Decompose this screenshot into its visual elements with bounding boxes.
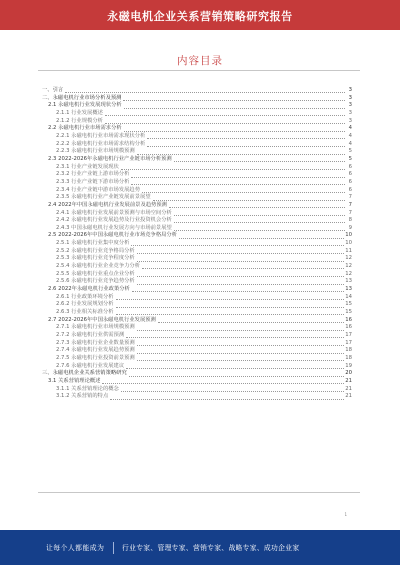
toc-entry-label: 2.3.5 永磁电机行业产业链发展前景展望	[56, 194, 151, 201]
toc-entry-page: 6	[348, 186, 352, 193]
toc-dot-leader	[142, 192, 345, 193]
toc-entry-label: 2.6.2 行业发展规划分析	[56, 301, 114, 308]
toc-dot-leader	[126, 368, 344, 369]
toc-entry-label: 2.2.3 永磁电机行业市场规模预测	[56, 148, 135, 155]
toc-entry[interactable]	[42, 347, 352, 355]
toc-entry[interactable]	[42, 87, 352, 95]
toc-dot-leader	[137, 261, 345, 262]
toc-dot-leader	[121, 391, 344, 392]
toc-entry[interactable]	[42, 210, 352, 218]
toc-entry-page: 7	[348, 209, 352, 216]
toc-entry-label: 3.1 关系营销理论概述	[48, 377, 101, 384]
toc-entry-page: 13	[345, 286, 352, 293]
toc-dot-leader	[116, 307, 345, 308]
toc-entry-label: 2.1 永磁电机行业发展现状分析	[48, 102, 122, 109]
toc-entry[interactable]	[42, 355, 352, 363]
toc-dot-leader	[121, 169, 345, 170]
toc-entry-page: 15	[345, 309, 352, 316]
toc-dot-leader	[105, 123, 345, 124]
toc-entry-label: 二、永磁电机行业市场分析及预测	[42, 94, 122, 101]
toc-entry-label: 2.3.3 行业产业链下游市场分析	[56, 178, 130, 185]
divider-bottom	[38, 492, 360, 493]
toc-entry[interactable]	[42, 278, 352, 286]
toc-entry-page: 3	[348, 117, 352, 124]
toc-entry-page: 14	[345, 293, 352, 300]
toc-entry-page: 21	[345, 393, 352, 400]
toc-entry-label: 2.5 2022-2026年中国永磁电机行业市场竞争格局分析	[48, 232, 178, 239]
toc-list	[42, 87, 352, 401]
toc-entry-label: 2.5.5 永磁电机行业重点企业分析	[56, 270, 135, 277]
toc-entry-page: 18	[345, 354, 352, 361]
toc-entry-page: 7	[348, 201, 352, 208]
footer-banner	[0, 530, 400, 565]
toc-entry-page: 6	[348, 178, 352, 185]
toc-entry-label: 2.4.1 永磁电机行业发展前景预测与市场空间分析	[56, 209, 172, 216]
toc-entry[interactable]	[42, 301, 352, 309]
toc-entry[interactable]	[42, 393, 352, 401]
toc-entry-page: 8	[348, 217, 352, 224]
toc-entry-label: 2.5.6 永磁电机行业竞争趋势分析	[56, 278, 135, 285]
toc-entry-label: 2.7.4 永磁电机行业发展趋势预测	[56, 347, 135, 354]
toc-entry-page: 12	[345, 255, 352, 262]
toc-entry-label: 2.7.5 永磁电机行业投资前景预测	[56, 354, 135, 361]
toc-entry-label: 2.5.2 永磁电机行业竞争格局分析	[56, 247, 135, 254]
toc-entry-label: 2.4.2 永磁电机行业发展趋势及行业投资机会分析	[56, 217, 172, 224]
toc-entry-page: 3	[348, 94, 352, 101]
toc-entry-label: 三、永磁电机企业关系营销策略研究	[42, 370, 127, 377]
toc-entry[interactable]	[42, 263, 352, 271]
toc-entry-page: 17	[345, 339, 352, 346]
toc-dot-leader	[137, 330, 345, 331]
toc-dot-leader	[174, 222, 345, 223]
toc-dot-leader	[102, 383, 344, 384]
toc-entry-label: 2.3.4 行业产业链中游市场发展趋势	[56, 186, 141, 193]
toc-dot-leader	[137, 276, 345, 277]
toc-entry[interactable]	[42, 232, 352, 240]
toc-entry-label: 2.2.1 永磁电机行业市场需求现状分析	[56, 132, 146, 139]
toc-dot-leader	[110, 399, 344, 400]
toc-entry-page: 12	[345, 270, 352, 277]
footer-slogan-left: 让每个人都能成为	[46, 544, 105, 552]
toc-entry[interactable]	[42, 110, 352, 118]
toc-entry-page: 17	[345, 332, 352, 338]
toc-entry-label: 3.1.2 关系营销的特点	[56, 393, 109, 400]
toc-entry-page: 3	[348, 102, 352, 109]
toc-entry[interactable]	[42, 255, 352, 263]
toc-entry-label: 2.1.1 行业发展概述	[56, 109, 103, 116]
toc-dot-leader	[131, 184, 345, 185]
toc-entry[interactable]	[42, 217, 352, 225]
toc-entry-page: 21	[345, 377, 352, 384]
toc-entry-label: 2.5.4 永磁电机行业企业竞争力分析	[56, 263, 141, 270]
toc-dot-leader	[131, 245, 344, 246]
toc-dot-leader	[137, 345, 345, 346]
toc-dot-leader	[137, 253, 345, 254]
toc-entry[interactable]	[42, 194, 352, 202]
footer-slogan-right: 行业专家、管理专家、营销专家、战略专家、成功企业家	[122, 544, 300, 552]
toc-dot-leader	[132, 291, 344, 292]
toc-entry-page: 20	[345, 370, 352, 377]
toc-entry-page: 6	[348, 171, 352, 178]
toc-dot-leader	[147, 138, 345, 139]
toc-entry-label: 2.7.2 永磁电机行业供需预测	[56, 332, 125, 338]
toc-entry-page: 7	[348, 194, 352, 201]
toc-entry[interactable]	[42, 332, 352, 340]
toc-dot-leader	[153, 200, 345, 201]
toc-dot-leader	[137, 284, 345, 285]
toc-entry[interactable]	[42, 125, 352, 133]
toc-heading: 内容目录	[177, 55, 223, 67]
toc-entry-label: 2.1.2 行业规模分析	[56, 117, 103, 124]
toc-dot-leader	[169, 207, 345, 208]
toc-entry-page: 13	[345, 278, 352, 285]
toc-entry-page: 10	[345, 240, 352, 247]
toc-dot-leader	[116, 314, 345, 315]
toc-dot-leader	[105, 115, 345, 116]
toc-dot-leader	[124, 131, 345, 132]
toc-entry[interactable]	[42, 179, 352, 187]
toc-entry-page: 5	[348, 155, 352, 162]
toc-entry[interactable]	[42, 286, 352, 294]
toc-entry-label: 2.2.2 永磁电机行业市场需求结构分析	[56, 140, 146, 147]
toc-entry-label: 2.7.1 永磁电机行业市场规模预测	[56, 324, 135, 331]
toc-entry[interactable]	[42, 324, 352, 332]
toc-entry-page: 5	[348, 148, 352, 155]
toc-entry-label: 一、引言	[42, 87, 64, 93]
toc-entry-page: 4	[348, 125, 352, 132]
toc-dot-leader	[147, 146, 345, 147]
toc-dot-leader	[123, 100, 345, 101]
toc-dot-leader	[142, 268, 344, 269]
toc-dot-leader	[65, 92, 345, 93]
toc-entry-page: 15	[345, 301, 352, 308]
toc-dot-leader	[174, 215, 345, 216]
toc-entry-page: 3	[348, 109, 352, 116]
toc-entry[interactable]	[42, 133, 352, 141]
toc-dot-leader	[137, 360, 345, 361]
page-number: 1	[344, 512, 347, 517]
toc-dot-leader	[124, 108, 345, 109]
footer-divider	[113, 542, 114, 554]
toc-dot-leader	[158, 322, 344, 323]
toc-entry-page: 19	[345, 362, 352, 369]
report-title: 永磁电机企业关系营销策略研究报告	[107, 10, 293, 23]
toc-entry-label: 2.3 2022-2026年永磁电机行业产业链市场分析预测	[48, 155, 172, 162]
toc-entry[interactable]	[42, 370, 352, 378]
toc-entry-page: 3	[348, 87, 352, 93]
toc-entry[interactable]	[42, 309, 352, 317]
toc-entry-page: 18	[345, 347, 352, 354]
toc-entry-label: 2.6 2022年永磁电机行业政策分析	[48, 286, 130, 293]
toc-dot-leader	[137, 154, 345, 155]
toc-entry-page: 12	[345, 263, 352, 270]
toc-entry-label: 2.3.2 行业产业链上游市场分析	[56, 171, 130, 178]
toc-entry[interactable]	[42, 156, 352, 164]
toc-entry-label: 2.7.3 永磁电机行业企业数量预测	[56, 339, 135, 346]
toc-entry-label: 2.6.1 行业政策环境分析	[56, 293, 114, 300]
toc-entry-page: 4	[348, 132, 352, 139]
toc-dot-leader	[126, 337, 344, 338]
toc-dot-leader	[129, 376, 344, 377]
toc-entry[interactable]	[42, 202, 352, 210]
toc-entry[interactable]	[42, 378, 352, 386]
toc-dot-leader	[116, 299, 345, 300]
divider-top	[38, 70, 360, 71]
toc-entry-label: 2.5.1 永磁电机行业集中度分析	[56, 240, 130, 247]
toc-entry-label: 2.2 永磁电机行业市场需求分析	[48, 125, 122, 132]
toc-entry-page: 9	[348, 224, 352, 231]
toc-entry-page: 6	[348, 163, 352, 170]
toc-entry-label: 2.5.3 永磁电机行业竞争程度分析	[56, 255, 135, 262]
toc-entry-label: 2.6.3 行业相关标准分析	[56, 309, 114, 316]
toc-entry-label: 3.1.1 关系营销理论的概念	[56, 385, 119, 392]
toc-entry-label: 2.7.6 永磁电机行业发展建议	[56, 362, 125, 369]
toc-entry-label: 2.3.1 行业产业链发展现状	[56, 163, 119, 170]
toc-entry-page: 4	[348, 140, 352, 147]
toc-entry-label: 2.4 2022年中国永磁电机行业发展前景及趋势预测	[48, 201, 167, 208]
toc-dot-leader	[174, 161, 345, 162]
toc-entry-page: 11	[345, 247, 352, 254]
toc-dot-leader	[174, 230, 345, 231]
toc-entry-label: 2.4.3 中国永磁电机行业发展方向与市场前景展望	[56, 224, 172, 231]
toc-entry[interactable]	[42, 240, 352, 248]
header-banner	[0, 0, 400, 30]
toc-entry-page: 21	[345, 385, 352, 392]
toc-entry[interactable]	[42, 171, 352, 179]
toc-entry[interactable]	[42, 148, 352, 156]
toc-entry-label: 2.7 2022-2026年中国永磁电机行业发展预测	[48, 316, 156, 323]
toc-entry[interactable]	[42, 102, 352, 110]
toc-dot-leader	[137, 353, 345, 354]
toc-dot-leader	[131, 177, 345, 178]
toc-entry-page: 16	[345, 324, 352, 331]
toc-entry-page: 10	[345, 232, 352, 239]
toc-dot-leader	[179, 238, 344, 239]
toc-entry-page: 16	[345, 316, 352, 323]
